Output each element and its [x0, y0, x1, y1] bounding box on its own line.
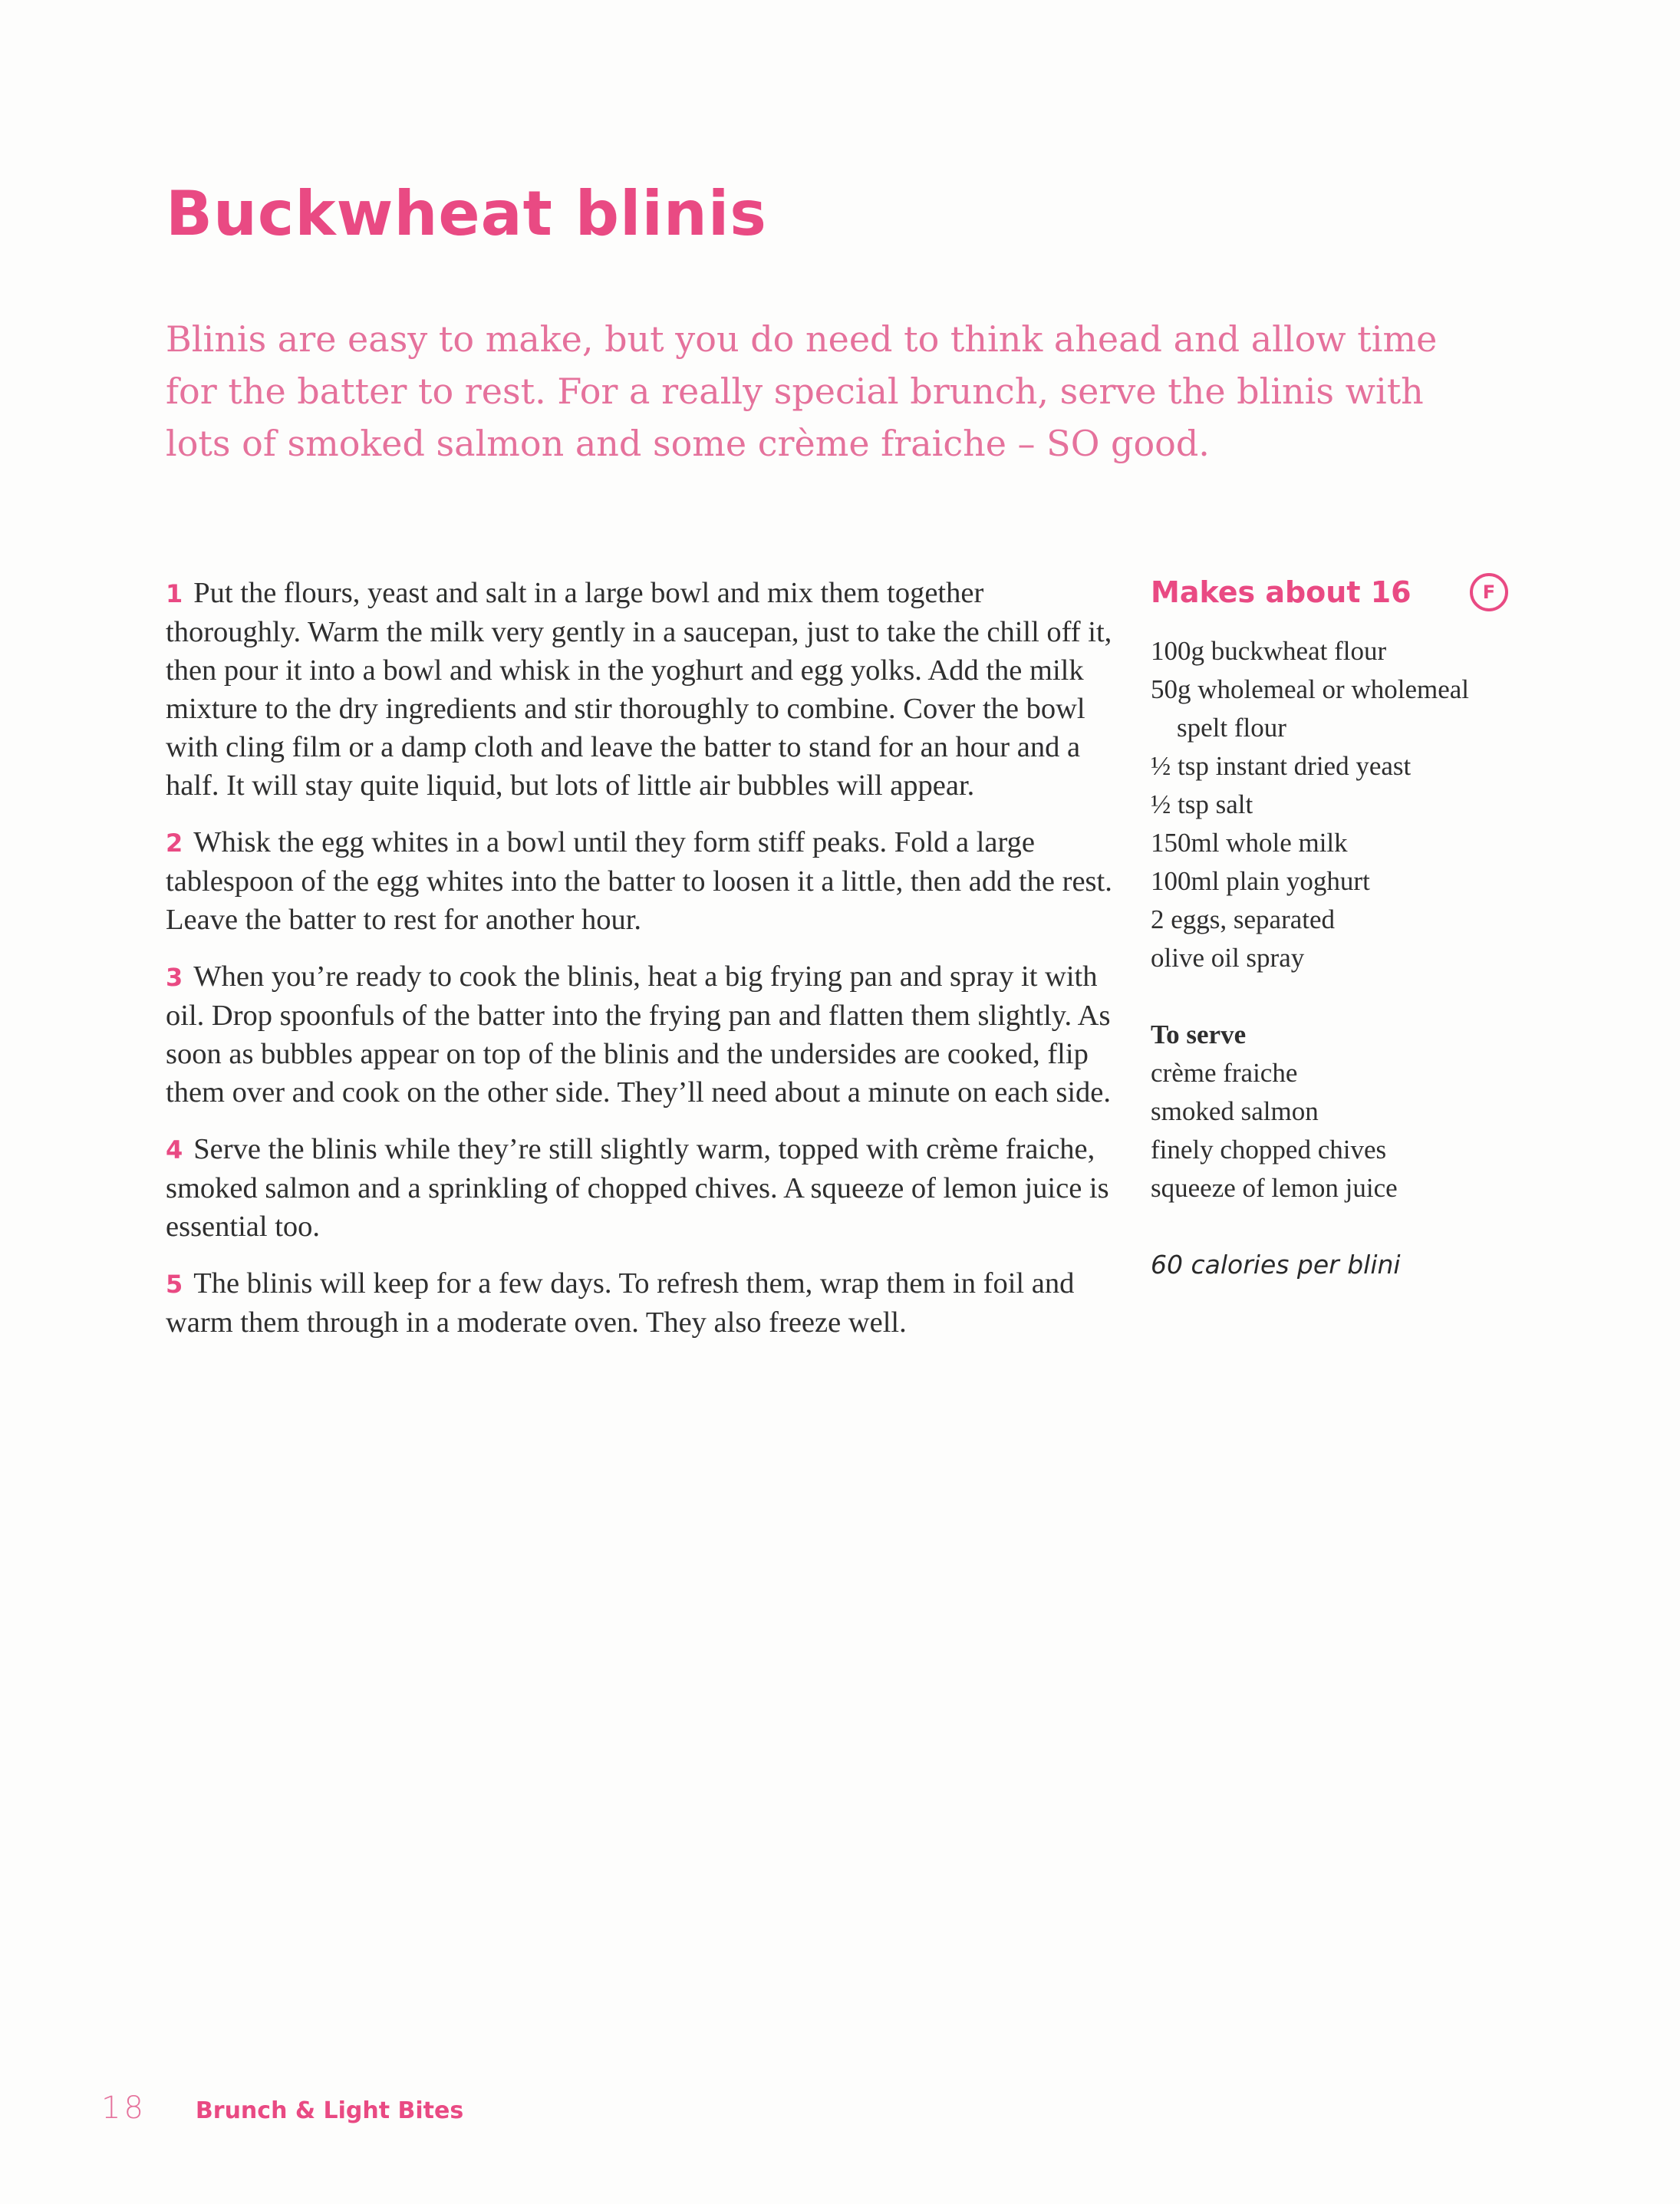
ingredient-item: 100g buckwheat flour [1151, 636, 1387, 666]
calorie-info: 60 calories per blini [1151, 1250, 1401, 1280]
method-step [166, 574, 1121, 805]
to-serve-heading: To serve [1151, 1020, 1247, 1049]
step-number: 2 [166, 829, 183, 858]
ingredient-item: ½ tsp instant dried yeast [1151, 751, 1412, 781]
serves-heading: Makes about 16 [1151, 575, 1412, 609]
ingredient-item: olive oil spray [1151, 943, 1305, 973]
method-step [166, 823, 1121, 939]
ingredient-item: ½ tsp salt [1151, 789, 1253, 819]
step-text: When you’re ready to cook the blinis, heat a big frying pan and spray it with oil. Drop spoonfuls of the batter into the frying pan and flatten them slightly. As soon as bubbles appear on top of the blinis and the undersides are cooked, flip them over and cook on the other side. They’ll need about a minute on each side. [166, 960, 1111, 1109]
ingredient-item: 50g wholemeal or wholemeal spelt flour [1151, 674, 1470, 743]
to-serve-item: smoked salmon [1151, 1096, 1319, 1126]
ingredient-item: 150ml whole milk [1151, 828, 1348, 858]
step-number: 4 [166, 1135, 183, 1165]
step-text: Serve the blinis while they’re still slightly warm, topped with crème fraiche, smoked salmon and a sprinkling of chopped chives. A squeeze of lemon juice is essential too. [166, 1133, 1109, 1243]
step-number: 5 [166, 1270, 183, 1299]
step-text: Put the flours, yeast and salt in a large bowl and mix them together thoroughly. Warm the milk very gently in a saucepan, just to take the chill off it, then pour it into a bowl and whisk in the yoghurt and egg yolks. Add the milk mixture to the dry ingredients and stir thoroughly to combine. Cover the bowl with cling film or a damp cloth and leave the batter to stand for an hour and a half. It will stay quite liquid, but lots of little air bubbles will appear. [166, 577, 1112, 802]
page-number: 18 [101, 2090, 147, 2126]
serves-row [1151, 569, 1519, 615]
ingredient-item: 2 eggs, separated [1151, 904, 1336, 934]
recipe-title: Buckwheat blinis [166, 178, 767, 249]
ingredients-sidebar [1151, 569, 1519, 1284]
to-serve-item: finely chopped chives [1151, 1135, 1387, 1165]
method-steps [166, 574, 1121, 1360]
step-text: The blinis will keep for a few days. To refresh them, wrap them in foil and warm them through in a moderate oven. They also freeze well. [166, 1267, 1075, 1339]
ingredient-item: 100ml plain yoghurt [1151, 866, 1370, 896]
to-serve-item: crème fraiche [1151, 1058, 1298, 1088]
recipe-intro: Blinis are easy to make, but you do need to think ahead and allow time for the batter to rest. For a really special brunch, serve the blinis with lots of smoked salmon and some crème fraiche – SO good. [166, 318, 1438, 464]
to-serve-item: squeeze of lemon juice [1151, 1173, 1398, 1203]
section-name: Brunch & Light Bites [195, 2097, 464, 2124]
step-number: 1 [166, 579, 183, 608]
step-text: Whisk the egg whites in a bowl until they form stiff peaks. Fold a large tablespoon of the egg whites into the batter to loosen it a little, then add the rest. Leave the batter to rest for another hour. [166, 826, 1112, 936]
freezable-icon: F [1470, 573, 1508, 611]
method-step [166, 1130, 1121, 1246]
ingredient-list [1151, 632, 1519, 977]
method-step [166, 1264, 1121, 1342]
step-number: 3 [166, 963, 183, 992]
method-step [166, 957, 1121, 1112]
to-serve-list [1151, 1054, 1519, 1207]
page-footer [101, 2090, 463, 2126]
